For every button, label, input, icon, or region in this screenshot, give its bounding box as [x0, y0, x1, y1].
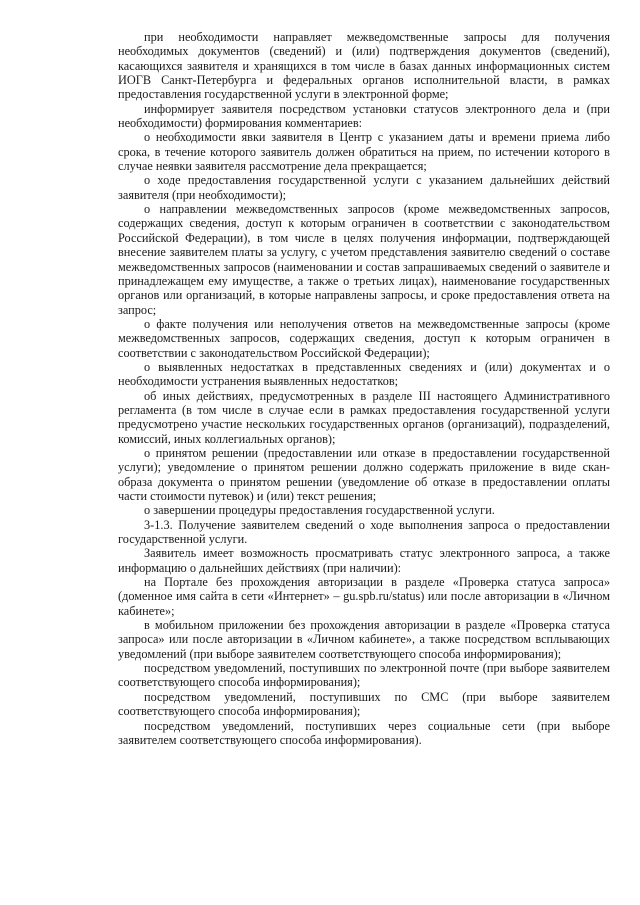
paragraph: в мобильном приложении без прохождения авторизации в разделе «Проверка статуса запроса» или после авторизации в «Личном кабинете», а также посредством всплывающих уведомлений (при выборе заявителем соответствующего способа информирования);: [118, 618, 610, 661]
section-heading: 3-1.3. Получение заявителем сведений о ходе выполнения запроса о предоставлении государственной услуги.: [118, 517, 610, 547]
paragraph: о завершении процедуры предоставления государственной услуги.: [144, 503, 495, 518]
paragraph: об иных действиях, предусмотренных в разделе III настоящего Административного регламента (в том числе в случае если в рамках предоставления государственной услуги предусмотрено участие нескольких государственных органов (организаций), подразделений, комиссий, иных коллегиальных органов);: [118, 388, 610, 446]
document-body: [118, 30, 610, 747]
paragraph: о ходе предоставления государственной услуги с указанием дальнейших действий заявителя (при необходимости);: [118, 173, 610, 202]
paragraph: посредством уведомлений, поступивших по СМС (при выборе заявителем соответствующего способа информирования);: [118, 689, 610, 719]
paragraph: о принятом решении (предоставлении или отказе в предоставлении государственной услуги); уведомление о принятом решении должно содержать приложение в виде скан-образа документа о принятом решении (уведомление об отказе в предоставлении оплаты части стоимости путевок) и (или) текст решения;: [118, 445, 610, 503]
paragraph: при необходимости направляет межведомственные запросы для получения необходимых документов (сведений) и (или) подтверждения документов (сведений), касающихся заявителя и хранящихся в том числе в базах данных информационных систем ИОГВ Санкт-Петербурга и федеральных органов исполнительной власти, в рамках предоставления государственной услуги в электронной форме;: [118, 30, 610, 102]
paragraph: о направлении межведомственных запросов (кроме межведомственных запросов, содержащих сведения, доступ к которым ограничен в соответствии с законодательством Российской Федерации), в том числе в целях получения информации, подтверждающей внесение заявителем платы за услугу, с учетом представления заявителю сведений о составе межведомственных запросов (наименовании и состав запрашиваемых сведений о заявителе и принадлежащем ему имуществе, а также о третьих лицах), наименование государственных органов или организаций, в которые направлены запросы, и сроке предоставления ответа на запрос;: [118, 202, 610, 317]
paragraph: о факте получения или неполучения ответов на межведомственные запросы (кроме межведомственных запросов, содержащих сведения, доступ к которым ограничен в соответствии с законодательством Российской Федерации);: [118, 316, 610, 360]
paragraph: информирует заявителя посредством установки статусов электронного дела и (при необходимости) формирования комментариев:: [118, 101, 610, 131]
paragraph: посредством уведомлений, поступивших через социальные сети (при выборе заявителем соответствующего способа информирования).: [118, 718, 610, 747]
paragraph: о необходимости явки заявителя в Центр с указанием даты и времени приема либо срока, в течение которого заявитель должен обратиться на прием, по истечении которого в случае неявки заявителя рассмотрение дела прекращается;: [118, 130, 610, 174]
paragraph: о выявленных недостатках в представленных сведениях и (или) документах и о необходимости устранения выявленных недостатков;: [118, 359, 610, 389]
paragraph: посредством уведомлений, поступивших по электронной почте (при выборе заявителем соответствующего способа информирования);: [118, 661, 610, 690]
paragraph: на Портале без прохождения авторизации в разделе «Проверка статуса запроса» (доменное имя сайта в сети «Интернет» – gu.spb.ru/status) или после авторизации в «Личном кабинете»;: [118, 575, 610, 618]
paragraph: Заявитель имеет возможность просматривать статус электронного запроса, а также информацию о дальнейших действиях (при наличии):: [118, 546, 610, 575]
